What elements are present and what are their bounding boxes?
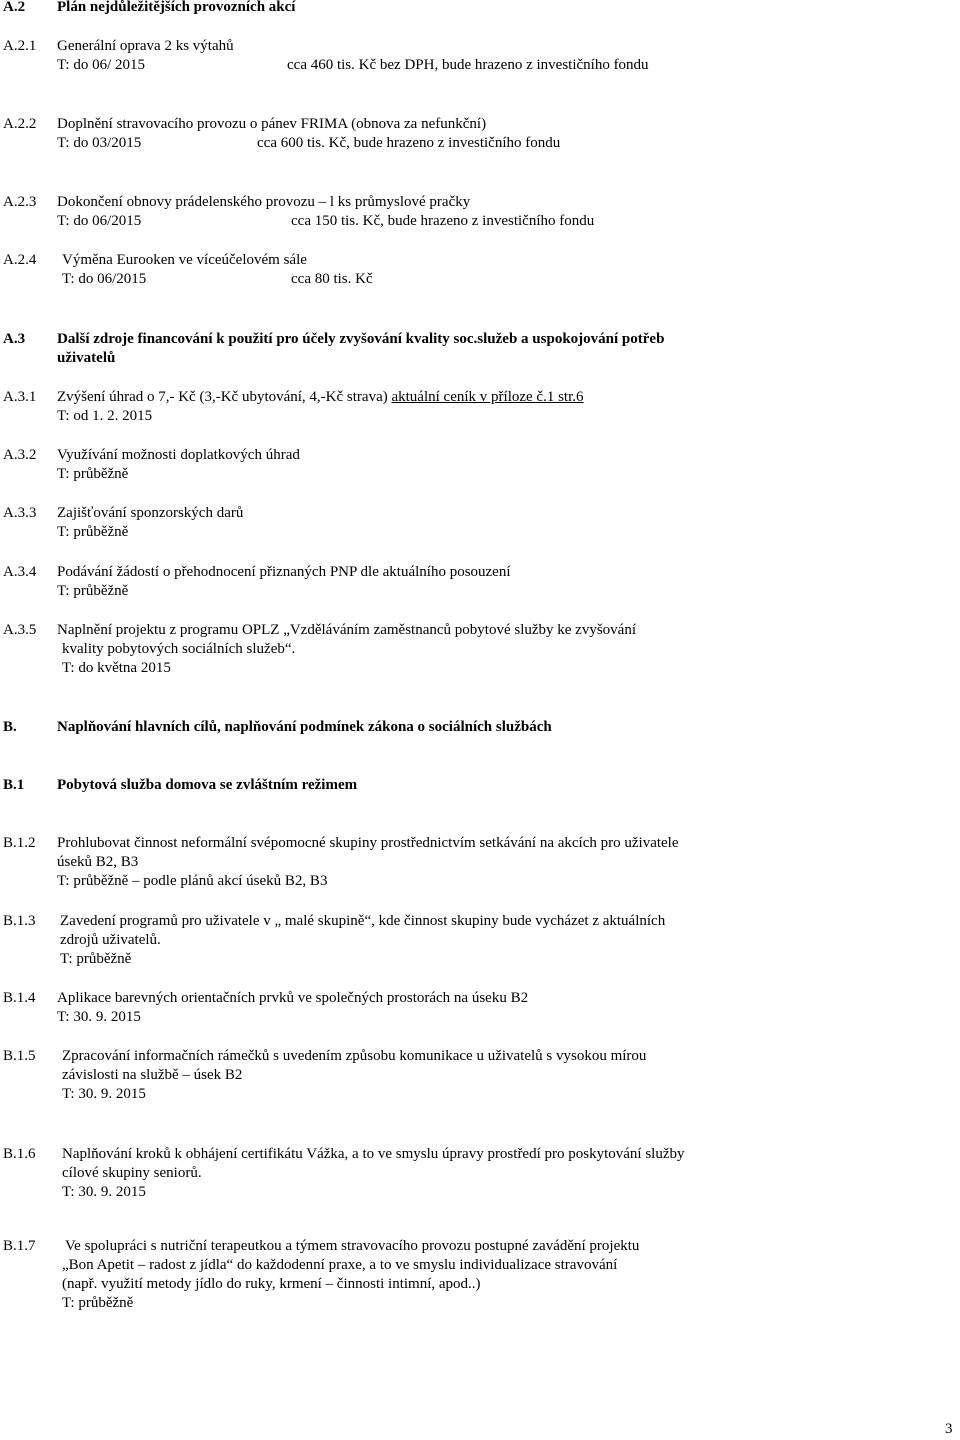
item-b17-text-line3: (např. využití metody jídlo do ruky, krmení – činnosti intimní, apod..)	[62, 1276, 481, 1292]
pricelist-reference: aktuální ceník v příloze č.1 str.6	[391, 389, 584, 405]
section-a3-title-line2: uživatelů	[57, 350, 116, 366]
item-a31-term: T: od 1. 2. 2015	[57, 408, 153, 424]
item-a23-term: T: do 06/2015	[57, 213, 142, 229]
item-b13-number: B.1.3	[3, 913, 36, 929]
item-a32-text: Využívání možnosti doplatkových úhrad	[57, 447, 300, 463]
item-a35-text-line1: Naplnění projektu z programu OPLZ „Vzděláváním zaměstnanců pobytové služby ke zvyšování	[57, 622, 636, 638]
item-b13-text-line1: Zavedení programů pro uživatele v „ malé skupině“, kde činnost skupiny bude vycházet z aktuálních	[60, 913, 666, 929]
item-a21-term: T: do 06/ 2015	[57, 57, 146, 73]
item-a34-term: T: průběžně	[57, 583, 129, 599]
item-a23-number: A.2.3	[3, 194, 37, 210]
item-a33-text: Zajišťování sponzorských darů	[57, 505, 244, 521]
item-b12-text-line2: úseků B2, B3	[57, 854, 139, 870]
item-b12-text-line1: Prohlubovat činnost neformální svépomocné skupiny prostřednictvím setkávání na akcích pro uživatele	[57, 835, 679, 851]
item-a23-text: Dokončení obnovy prádelenského provozu – l ks průmyslové pračky	[57, 194, 471, 210]
item-a35-number: A.3.5	[3, 622, 37, 638]
item-a22-cost: cca 600 tis. Kč, bude hrazeno z investičního fondu	[257, 135, 561, 151]
section-b-title: Naplňování hlavních cílů, naplňování podmínek zákona o sociálních službách	[57, 719, 552, 735]
item-a31-number: A.3.1	[3, 389, 37, 405]
item-a24-text: Výměna Eurooken ve víceúčelovém sále	[62, 252, 307, 268]
item-b15-number: B.1.5	[3, 1048, 36, 1064]
item-b14-text: Aplikace barevných orientačních prvků ve společných prostorách na úseku B2	[57, 990, 529, 1006]
item-a22-term: T: do 03/2015	[57, 135, 142, 151]
section-a3-title-line1: Další zdroje financování k použití pro účely zvyšování kvality soc.služeb a uspokojování potřeb	[57, 331, 665, 347]
item-a34-text: Podávání žádostí o přehodnocení přiznaných PNP dle aktuálního posouzení	[57, 564, 511, 580]
item-b15-text-line2: závislosti na službě – úsek B2	[62, 1067, 243, 1083]
item-b14-term: T: 30. 9. 2015	[57, 1009, 141, 1025]
item-a22-number: A.2.2	[3, 116, 37, 132]
item-a24-cost: cca 80 tis. Kč	[291, 271, 373, 287]
item-a21-text: Generální oprava 2 ks výtahů	[57, 38, 234, 54]
section-a2-number: A.2	[3, 0, 26, 15]
item-a32-number: A.3.2	[3, 447, 37, 463]
section-a2-title: Plán nejdůležitějších provozních akcí	[57, 0, 296, 15]
section-b-number: B.	[3, 719, 17, 735]
item-a22-text: Doplnění stravovacího provozu o pánev FRIMA (obnova za nefunkční)	[57, 116, 487, 132]
item-a24-number: A.2.4	[3, 252, 37, 268]
item-b14-number: B.1.4	[3, 990, 36, 1006]
item-a32-term: T: průběžně	[57, 466, 129, 482]
item-b12-number: B.1.2	[3, 835, 36, 851]
item-a31-text	[57, 388, 584, 408]
item-b12-term: T: průběžně – podle plánů akcí úseků B2, B3	[57, 873, 328, 889]
item-a35-term: T: do května 2015	[62, 660, 171, 676]
item-b13-term: T: průběžně	[60, 951, 132, 967]
item-b17-text-line1: Ve spolupráci s nutriční terapeutkou a týmem stravovacího provozu postupné zavádění projektu	[65, 1238, 640, 1254]
item-a24-term: T: do 06/2015	[62, 271, 147, 287]
item-b16-number: B.1.6	[3, 1146, 36, 1162]
item-a33-term: T: průběžně	[57, 524, 129, 540]
item-a31-text-main: Zvýšení úhrad o 7,- Kč (3,-Kč ubytování, 4,-Kč strava)	[57, 389, 392, 405]
item-a35-text-line2: kvality pobytových sociálních služeb“.	[62, 641, 296, 657]
item-b16-text-line2: cílové skupiny seniorů.	[62, 1165, 202, 1181]
section-b1-title: Pobytová služba domova se zvláštním režimem	[57, 777, 358, 793]
item-b16-text-line1: Naplňování kroků k obhájení certifikátu Vážka, a to ve smyslu úpravy prostředí pro poskytování služby	[62, 1146, 685, 1162]
item-b16-term: T: 30. 9. 2015	[62, 1184, 146, 1200]
item-b15-text-line1: Zpracování informačních rámečků s uvedením způsobu komunikace u uživatelů s vysokou mírou	[62, 1048, 647, 1064]
item-b17-number: B.1.7	[3, 1238, 36, 1254]
item-a34-number: A.3.4	[3, 564, 37, 580]
item-b17-text-line2: „Bon Apetit – radost z jídla“ do každodenní praxe, a to ve smyslu individualizace stravování	[62, 1257, 618, 1273]
item-a21-cost: cca 460 tis. Kč bez DPH, bude hrazeno z investičního fondu	[287, 57, 649, 73]
item-b13-text-line2: zdrojů uživatelů.	[60, 932, 161, 948]
section-b1-number: B.1	[3, 777, 25, 793]
page-number: 3	[945, 1421, 953, 1437]
item-b15-term: T: 30. 9. 2015	[62, 1086, 146, 1102]
item-a33-number: A.3.3	[3, 505, 37, 521]
item-b17-term: T: průběžně	[62, 1295, 134, 1311]
section-a3-number: A.3	[3, 331, 26, 347]
item-a21-number: A.2.1	[3, 38, 37, 54]
item-a23-cost: cca 150 tis. Kč, bude hrazeno z investičního fondu	[291, 213, 595, 229]
